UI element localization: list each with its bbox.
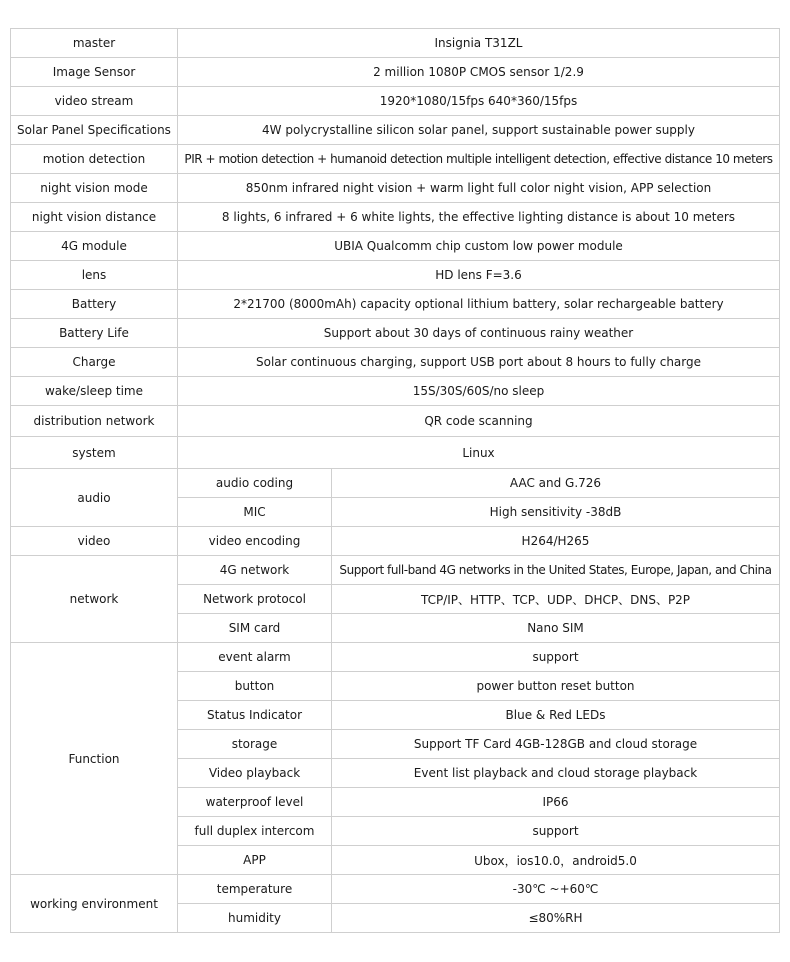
spec-table — [10, 28, 780, 933]
spec-label: Battery — [11, 290, 178, 319]
spec-value: HD lens F=3.6 — [178, 261, 780, 290]
sub-label: Status Indicator — [178, 701, 332, 730]
table-row — [11, 58, 780, 87]
sub-label: humidity — [178, 904, 332, 933]
sub-value: Support TF Card 4GB-128GB and cloud storage — [332, 730, 780, 759]
sub-label: storage — [178, 730, 332, 759]
sub-value: -30℃ ~+60℃ — [332, 875, 780, 904]
sub-value: support — [332, 817, 780, 846]
sub-value: Blue & Red LEDs — [332, 701, 780, 730]
table-row — [11, 556, 780, 585]
spec-label: lens — [11, 261, 178, 290]
group-label-network: network — [11, 556, 178, 643]
table-row — [11, 875, 780, 904]
table-row — [11, 87, 780, 116]
spec-label: night vision distance — [11, 203, 178, 232]
sub-label: APP — [178, 846, 332, 875]
table-row — [11, 377, 780, 406]
group-label-function: Function — [11, 643, 178, 875]
table-row — [11, 145, 780, 174]
spec-value: 2 million 1080P CMOS sensor 1/2.9 — [178, 58, 780, 87]
sub-label: Network protocol — [178, 585, 332, 614]
spec-label: Battery Life — [11, 319, 178, 348]
spec-label: night vision mode — [11, 174, 178, 203]
spec-value: UBIA Qualcomm chip custom low power module — [178, 232, 780, 261]
sub-value: Event list playback and cloud storage playback — [332, 759, 780, 788]
table-row — [11, 469, 780, 498]
table-row — [11, 348, 780, 377]
table-row — [11, 232, 780, 261]
sub-value: Nano SIM — [332, 614, 780, 643]
spec-value: 15S/30S/60S/no sleep — [178, 377, 780, 406]
group-label-environment: working environment — [11, 875, 178, 933]
table-row — [11, 261, 780, 290]
group-label-video: video — [11, 527, 178, 556]
spec-label: system — [11, 437, 178, 469]
spec-label: 4G module — [11, 232, 178, 261]
spec-label: Charge — [11, 348, 178, 377]
sub-value: Support full-band 4G networks in the United States, Europe, Japan, and China — [332, 556, 780, 585]
spec-label: master — [11, 29, 178, 58]
sub-label: video encoding — [178, 527, 332, 556]
sub-value: High sensitivity -38dB — [332, 498, 780, 527]
spec-value: 8 lights, 6 infrared + 6 white lights, the effective lighting distance is about 10 meters — [178, 203, 780, 232]
table-row — [11, 527, 780, 556]
spec-value: 4W polycrystalline silicon solar panel, support sustainable power supply — [178, 116, 780, 145]
spec-label: wake/sleep time — [11, 377, 178, 406]
table-row — [11, 406, 780, 437]
sub-label: waterproof level — [178, 788, 332, 817]
spec-value: Support about 30 days of continuous rainy weather — [178, 319, 780, 348]
spec-value: Insignia T31ZL — [178, 29, 780, 58]
table-row — [11, 290, 780, 319]
spec-label: video stream — [11, 87, 178, 116]
sub-label: 4G network — [178, 556, 332, 585]
spec-value: 850nm infrared night vision + warm light full color night vision, APP selection — [178, 174, 780, 203]
table-row — [11, 116, 780, 145]
sub-label: MIC — [178, 498, 332, 527]
spec-label: Image Sensor — [11, 58, 178, 87]
table-row — [11, 29, 780, 58]
table-row — [11, 643, 780, 672]
table-row — [11, 437, 780, 469]
sub-value: Ubox，ios10.0，android5.0 — [332, 846, 780, 875]
sub-value: IP66 — [332, 788, 780, 817]
sub-value: ≤80%RH — [332, 904, 780, 933]
spec-value: 1920*1080/15fps 640*360/15fps — [178, 87, 780, 116]
sub-value: AAC and G.726 — [332, 469, 780, 498]
sub-value: support — [332, 643, 780, 672]
spec-value: Linux — [178, 437, 780, 469]
sub-value: TCP/IP、HTTP、TCP、UDP、DHCP、DNS、P2P — [332, 585, 780, 614]
sub-label: SIM card — [178, 614, 332, 643]
spec-label: distribution network — [11, 406, 178, 437]
sub-value: H264/H265 — [332, 527, 780, 556]
spec-value: 2*21700 (8000mAh) capacity optional lithium battery, solar rechargeable battery — [178, 290, 780, 319]
spec-value: PIR + motion detection + humanoid detection multiple intelligent detection, effective distance 10 meters — [178, 145, 780, 174]
spec-label: motion detection — [11, 145, 178, 174]
sub-label: button — [178, 672, 332, 701]
table-row — [11, 174, 780, 203]
table-row — [11, 203, 780, 232]
sub-label: event alarm — [178, 643, 332, 672]
sub-label: Video playback — [178, 759, 332, 788]
spec-label: Solar Panel Specifications — [11, 116, 178, 145]
sub-label: temperature — [178, 875, 332, 904]
sub-value: power button reset button — [332, 672, 780, 701]
sub-label: full duplex intercom — [178, 817, 332, 846]
group-label-audio: audio — [11, 469, 178, 527]
sub-label: audio coding — [178, 469, 332, 498]
spec-value: Solar continuous charging, support USB port about 8 hours to fully charge — [178, 348, 780, 377]
table-row — [11, 319, 780, 348]
spec-value: QR code scanning — [178, 406, 780, 437]
